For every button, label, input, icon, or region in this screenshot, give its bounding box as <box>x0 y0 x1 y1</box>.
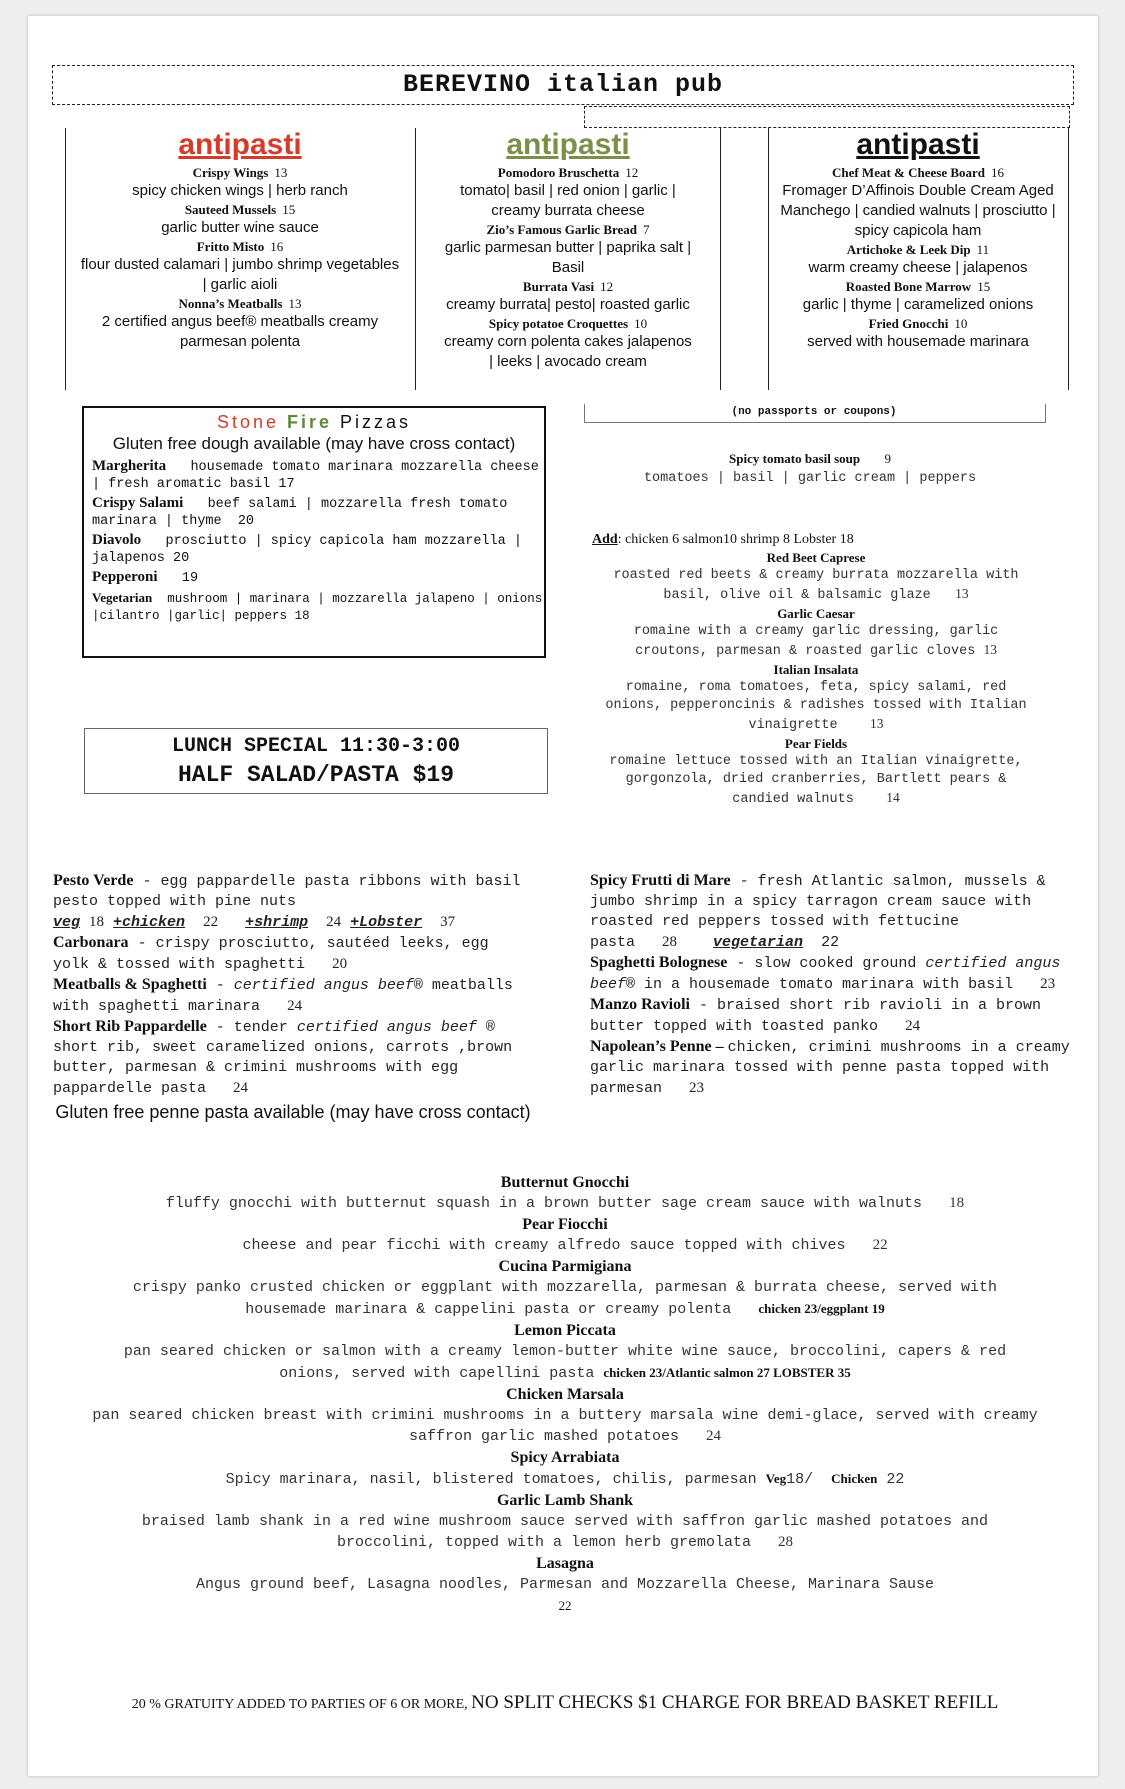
pizza-item: Vegetarian mushroom | marinara | mozzarella jalapeno | onions |cilantro |garlic| peppers 18 <box>92 590 543 623</box>
entree-desc: Spicy marinara, nasil, blistered tomatoes, chilis, parmesan Veg18/ Chicken 22 <box>225 1471 905 1488</box>
pasta-item: Pesto Verde - egg pappardelle pasta ribbons with basil pesto topped with pine nuts <box>53 872 521 910</box>
salad-desc: roasted red beets & creamy burrata mozzarella with basil, olive oil & balsamic glaze 13 <box>613 568 1019 603</box>
no-pass-note: (no passports or coupons) <box>731 406 897 418</box>
entree-desc: braised lamb shank in a red wine mushroom sauce served with saffron garlic mashed potatoes and broccolini, topped with a lemon herb gremolata 28 <box>141 1513 989 1551</box>
salad-name: Italian Insalata <box>773 662 859 677</box>
lunch-special-hours: LUNCH SPECIAL 11:30-3:00 <box>171 735 461 758</box>
dashed-divider <box>584 106 1070 128</box>
menu-item-name: Burrata Vasi 12 <box>522 279 614 294</box>
pasta-gluten-free-note: Gluten free penne pasta available (may have cross contact) <box>55 1102 531 1122</box>
menu-item-desc: flour dusted calamari | jumbo shrimp vegetables | garlic aioli <box>80 256 400 293</box>
menu-title: BEREVINO italian pub <box>402 70 724 99</box>
antipasti-heading: antipasti <box>856 128 980 161</box>
menu-title-box <box>52 65 1074 105</box>
antipasti-column-2 <box>416 128 720 372</box>
soup-desc: tomatoes | basil | garlic cream | peppers <box>643 471 977 486</box>
soup-name: Spicy tomato basil soup 9 <box>729 451 891 466</box>
lunch-special-box <box>84 728 548 794</box>
pizza-title: Stone Fire Pizzas <box>216 412 412 432</box>
menu-item-desc: served with housemade marinara <box>807 333 1029 350</box>
column-rule <box>720 128 721 390</box>
salad-desc: romaine with a creamy garlic dressing, garlic croutons, parmesan & roasted garlic cloves 13 <box>633 624 999 659</box>
pasta-item: Manzo Ravioli - braised short rib ravioli in a brown butter topped with toasted panko 24 <box>590 996 1042 1035</box>
menu-item-name: Zio’s Famous Garlic Bread 7 <box>486 222 650 237</box>
menu-item-desc: spicy chicken wings | herb ranch <box>132 182 348 199</box>
menu-item-name: Sauteed Mussels 15 <box>184 202 296 217</box>
entree-desc: pan seared chicken breast with crimini mushrooms in a buttery marsala wine demi-glace, served with creamy saffron garlic mashed potatoes 24 <box>92 1407 1038 1445</box>
entree-name: Garlic Lamb Shank <box>496 1492 634 1509</box>
pasta-right-column <box>590 871 1070 1099</box>
menu-item-name: Fritto Misto 16 <box>196 239 284 254</box>
salad-desc: romaine, roma tomatoes, feta, spicy salami, red onions, pepperoncinis & radishes tossed with Italian vinaigrette 13 <box>605 680 1027 733</box>
pasta-item: Spicy Frutti di Mare - fresh Atlantic salmon, mussels & jumbo shrimp in a spicy tarragon cream sauce with roasted red peppers tossed with fettucine pasta 28 vegetarian 22 <box>590 872 1046 951</box>
entree-name: Pear Fiocchi <box>522 1216 608 1233</box>
menu-item-desc: garlic butter wine sauce <box>161 219 319 236</box>
menu-item-desc: garlic parmesan butter | paprika salt | Basil <box>444 239 692 276</box>
entree-desc: crispy panko crusted chicken or eggplant with mozzarella, parmesan & burrata cheese, served with housemade marinara & cappelini pasta or creamy polenta chicken 23/eggplant 19 <box>132 1279 998 1318</box>
menu-item-desc: creamy burrata| pesto| roasted garlic <box>446 296 690 313</box>
menu-item-desc: Fromager D’Affinois Double Cream Aged Manchego | candied walnuts | prosciutto | spicy capicola ham <box>780 182 1056 239</box>
pizza-box <box>82 406 546 658</box>
menu-item-name: Artichoke & Leek Dip 11 <box>846 242 990 257</box>
antipasti-column-1 <box>65 128 415 352</box>
menu-item-name: Fried Gnocchi 10 <box>868 316 968 331</box>
menu-item-name: Spicy potatoe Croquettes 10 <box>488 316 648 331</box>
salad-name: Pear Fields <box>784 736 848 751</box>
entree-desc: pan seared chicken or salmon with a creamy lemon-butter white wine sauce, broccolini, capers & red onions, served with capellini pasta chicken 23/Atlantic salmon 27 LOBSTER 35 <box>123 1343 1007 1382</box>
entree-name: Lemon Piccata <box>514 1322 616 1339</box>
menu-item-desc: 2 certified angus beef® meatballs creamy parmesan polenta <box>101 313 379 350</box>
pasta-left-column <box>53 871 533 1124</box>
pizza-item: Margherita housemade tomato marinara mozzarella cheese | fresh aromatic basil 17 <box>92 458 539 492</box>
antipasti-column-3 <box>768 128 1068 352</box>
menu-item-name: Pomodoro Bruschetta 12 <box>497 165 639 180</box>
salad-desc: romaine lettuce tossed with an Italian vinaigrette, gorgonzola, dried cranberries, Bartlett pears & candied walnuts 14 <box>609 754 1023 807</box>
soup-section <box>610 450 1010 488</box>
menu-item-name: Chef Meat & Cheese Board 16 <box>831 165 1005 180</box>
antipasti-heading: antipasti <box>506 128 630 161</box>
entree-list <box>90 1172 1040 1616</box>
pasta-item: Napolean’s Penne – chicken, crimini mushrooms in a creamy garlic marinara tossed with penne pasta topped with parmesan 23 <box>590 1038 1070 1097</box>
pasta-item: Carbonara - crispy prosciutto, sautéed leeks, egg yolk & tossed with spaghetti 20 <box>53 934 489 973</box>
add-ons-line: Add: chicken 6 salmon10 shrimp 8 Lobster 18 <box>592 532 854 547</box>
entree-desc: fluffy gnocchi with butternut squash in a brown butter sage cream sauce with walnuts 18 <box>165 1195 965 1212</box>
salad-name: Red Beet Caprese <box>766 550 866 565</box>
menu-item-desc: tomato| basil | red onion | garlic | creamy burrata cheese <box>460 182 676 219</box>
pasta-options: veg 18 +chicken 22 +shrimp 24 +Lobster 37 <box>53 914 456 931</box>
entree-price: 22 <box>558 1598 572 1613</box>
pizza-item: Diavolo prosciutto | spicy capicola ham mozzarella | jalapenos 20 <box>92 532 522 566</box>
footer-note: 20 % GRATUITY ADDED TO PARTIES OF 6 OR MORE, NO SPLIT CHECKS $1 CHARGE FOR BREAD BASKET REFILL <box>131 1692 999 1713</box>
pizza-item: Pepperoni 19 <box>92 569 199 586</box>
pasta-item: Meatballs & Spaghetti - certified angus beef® meatballs with spaghetti marinara 24 <box>53 976 513 1015</box>
salad-list <box>596 549 1036 809</box>
column-rule <box>1068 128 1069 390</box>
entree-name: Butternut Gnocchi <box>500 1174 630 1191</box>
entree-desc: Angus ground beef, Lasagna noodles, Parmesan and Mozzarella Cheese, Marinara Sause <box>195 1576 935 1593</box>
menu-item-name: Roasted Bone Marrow 15 <box>845 279 991 294</box>
pizza-item: Crispy Salami beef salami | mozzarella fresh tomato marinara | thyme 20 <box>92 495 508 529</box>
pasta-item: Spaghetti Bolognese - slow cooked ground certified angus beef® in a housemade tomato marinara with basil 23 <box>590 954 1061 993</box>
menu-item-desc: creamy corn polenta cakes jalapenos | leeks | avocado cream <box>444 333 692 370</box>
entree-name: Cucina Parmigiana <box>498 1258 632 1275</box>
menu-item-name: Crispy Wings 13 <box>192 165 288 180</box>
pizza-gluten-free-note: Gluten free dough available (may have cross contact) <box>112 434 516 453</box>
entree-name: Chicken Marsala <box>506 1386 624 1403</box>
entree-desc: cheese and pear ficchi with creamy alfredo sauce topped with chives 22 <box>242 1237 888 1254</box>
menu-item-name: Nonna’s Meatballs 13 <box>178 296 302 311</box>
entree-name: Spicy Arrabiata <box>510 1449 620 1466</box>
lunch-special-price: HALF SALAD/PASTA $19 <box>177 762 455 788</box>
entree-name: Lasagna <box>536 1555 594 1572</box>
salad-name: Garlic Caesar <box>777 606 855 621</box>
menu-item-desc: garlic | thyme | caramelized onions <box>802 296 1034 313</box>
pasta-item: Short Rib Pappardelle - tender certified angus beef ® short rib, sweet caramelized onions, carrots ,brown butter, parmesan & crimini mushrooms with egg pappardelle pasta 24 <box>53 1018 513 1097</box>
menu-item-desc: warm creamy cheese | jalapenos <box>808 259 1028 276</box>
antipasti-heading: antipasti <box>178 128 302 161</box>
